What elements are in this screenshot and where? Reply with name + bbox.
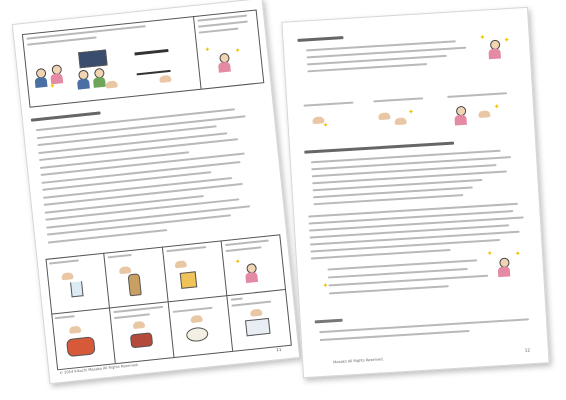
- meat-icon: [130, 332, 153, 348]
- glass-icon: [70, 281, 84, 297]
- text-line: [319, 318, 529, 333]
- right-paragraph-text: [282, 8, 527, 23]
- food-icon: [180, 271, 198, 289]
- right-list-text: [282, 8, 527, 23]
- screen-illustration: [78, 49, 108, 68]
- text-line: [311, 150, 501, 164]
- sparkle-icon: ✦: [486, 249, 493, 258]
- hand-icon: [250, 309, 263, 317]
- text-line: [315, 319, 343, 324]
- right-box-text: [282, 8, 527, 23]
- right-footer: Masako All Rights Reserved.: [333, 357, 384, 365]
- hand-icon: [105, 80, 118, 88]
- right-page-number: 12: [524, 347, 531, 353]
- heading-line: [31, 111, 101, 121]
- hand-icon: [119, 266, 132, 274]
- sparkle-icon: ✦: [479, 33, 486, 42]
- hand-icon: [69, 326, 82, 334]
- left-footer: © 2014 Kikuchi Masako All Rights Reserved.: [59, 362, 139, 376]
- sparkle-icon: ✦: [322, 281, 329, 290]
- sparkle-icon: ✦: [204, 45, 211, 55]
- text-line: [303, 102, 353, 107]
- hand-icon: [133, 321, 146, 329]
- sparkle-icon: ✦: [234, 46, 242, 55]
- heading-line: [297, 36, 343, 42]
- sparkle-icon: ✦: [514, 249, 522, 259]
- right-intro-text: [282, 8, 527, 23]
- pill-pack-icon: [245, 318, 271, 336]
- left-page: [12, 0, 300, 384]
- hand-icon: [174, 260, 187, 268]
- sparkle-icon: ✦: [322, 121, 329, 130]
- hand-icon: [61, 272, 74, 280]
- right-note-text: [282, 8, 527, 23]
- bottle-icon: [128, 273, 142, 296]
- text-line: [329, 285, 449, 294]
- hand-icon: [394, 117, 406, 125]
- left-page-number: 11: [275, 346, 282, 353]
- bench-illustration: [134, 49, 170, 75]
- text-line: [447, 92, 507, 98]
- text-line: [373, 97, 423, 102]
- sparkle-icon: ✦: [234, 257, 242, 267]
- sparkle-icon: ✦: [493, 102, 501, 112]
- sparkle-icon: ✦: [503, 35, 510, 45]
- right-page: [281, 7, 549, 378]
- sparkle-icon: ✦: [49, 81, 56, 91]
- sparkle-icon: ✦: [407, 107, 415, 117]
- text-line: [307, 63, 427, 72]
- hand-icon: [378, 112, 390, 120]
- vegetables-icon: [66, 336, 96, 357]
- hand-icon: [478, 110, 490, 118]
- heading-line: [304, 142, 454, 154]
- hand-icon: [159, 75, 172, 83]
- hand-icon: [190, 315, 203, 323]
